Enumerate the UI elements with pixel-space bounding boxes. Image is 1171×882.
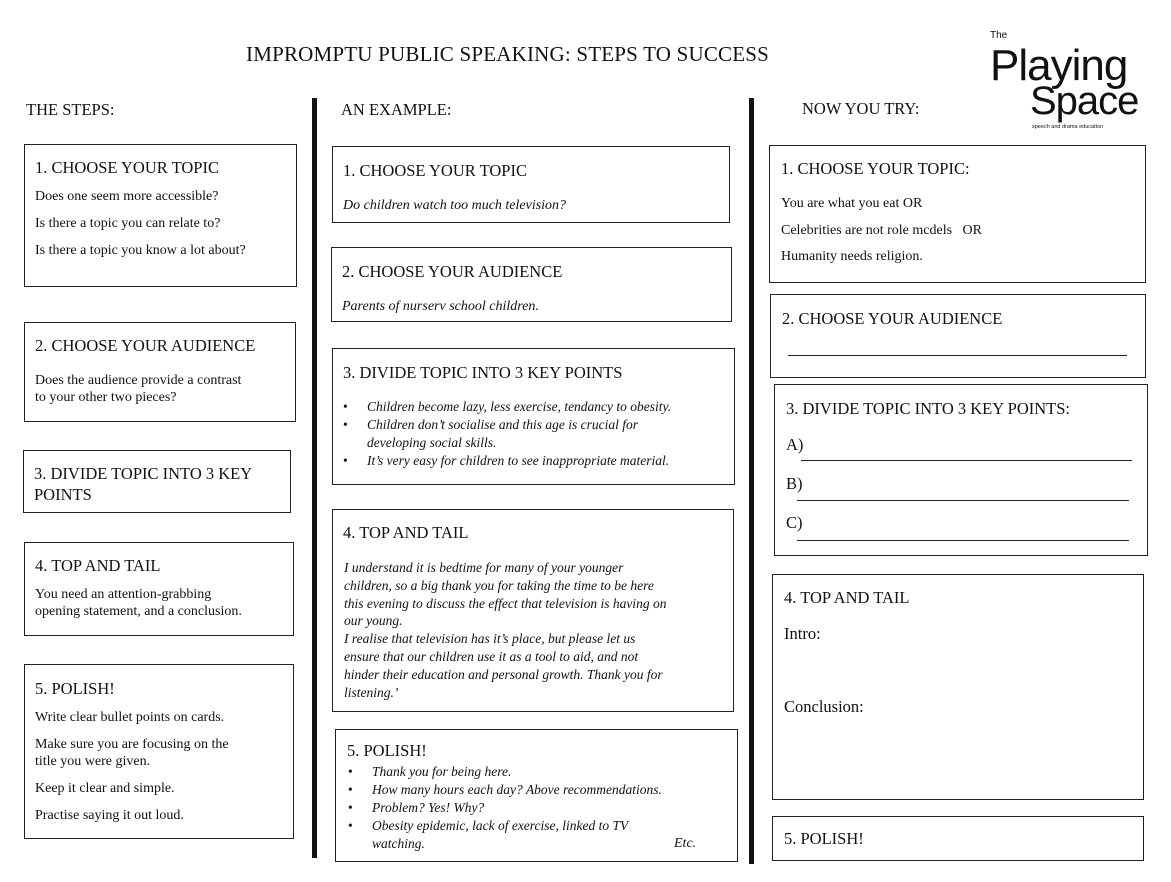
steps-polish-heading: 5. POLISH! (35, 679, 115, 698)
column-header-steps: THE STEPS: (26, 100, 115, 119)
example-toptail-speech (344, 559, 666, 701)
steps-box-topic (24, 144, 297, 287)
steps-box-audience (24, 322, 296, 422)
list-item: • It’s very easy for children to see inappropriate material. (343, 453, 670, 468)
logo-the: The (990, 30, 1008, 41)
try-box-topic (769, 145, 1146, 283)
audience-answer-line[interactable] (788, 355, 1127, 356)
try-topic-option: Celebrities are not role mcdels OR (781, 223, 982, 238)
try-box-divide (774, 384, 1148, 556)
try-point-b-label: B) (786, 474, 803, 493)
steps-box-toptail (24, 542, 294, 636)
point-c-answer-line[interactable] (797, 540, 1129, 541)
speech-line: I realise that television has it’s place, but please let us (344, 631, 636, 647)
logo-line2: Space (1030, 79, 1139, 123)
steps-toptail-heading: 4. TOP AND TAIL (35, 556, 161, 575)
steps-audience-line: Does the audience provide a contrast (35, 373, 242, 388)
steps-polish-line: title you were given. (35, 754, 151, 769)
speech-line: our young. (344, 613, 403, 629)
example-topic-heading: 1. CHOOSE YOUR TOPIC (343, 161, 527, 180)
try-point-a-label: A) (786, 435, 804, 454)
try-box-polish (772, 816, 1144, 861)
steps-topic-line: Does one seem more accessible? (35, 189, 219, 204)
list-item: • Obesity epidemic, lack of exercise, linked to TV watching. (348, 818, 629, 851)
try-conclusion-label: Conclusion: (784, 697, 864, 716)
try-divide-heading: 3. DIVIDE TOPIC INTO 3 KEY POINTS: (786, 399, 1071, 418)
speech-line: I understand it is bedtime for many of your younger (344, 560, 624, 575)
try-toptail-heading: 4. TOP AND TAIL (784, 588, 910, 607)
logo-tagline: speech and drama education (1032, 124, 1103, 130)
try-polish-heading: 5. POLISH! (784, 829, 864, 848)
speech-line: hinder their education and personal growth. Thank you for (344, 666, 663, 682)
steps-toptail-line: opening statement, and a conclusion. (35, 604, 242, 619)
try-topic-option: Humanity needs religion. (781, 249, 923, 264)
list-item: • How many hours each day? Above recommendations. (348, 782, 662, 797)
example-audience-text: Parents of nurserv school children. (342, 299, 539, 314)
try-box-toptail (772, 574, 1144, 800)
steps-box-divide (23, 450, 291, 513)
logo-graphic (988, 28, 1148, 132)
example-polish-heading: 5. POLISH! (347, 741, 427, 760)
steps-divide-heading-l1: 3. DIVIDE TOPIC INTO 3 KEY (34, 464, 253, 483)
example-toptail-heading: 4. TOP AND TAIL (343, 523, 469, 542)
column-divider-right (749, 98, 754, 864)
example-polish-bullets (344, 763, 729, 853)
try-intro-label: Intro: (784, 624, 821, 643)
list-item: • Children don’t socialise and this age is crucial for developing social skills. (343, 417, 638, 450)
steps-box-polish (24, 664, 294, 839)
try-topic-heading: 1. CHOOSE YOUR TOPIC: (781, 159, 970, 178)
speech-line: children, so a big thank you for taking the time to be here (344, 577, 654, 593)
example-box-topic (332, 146, 730, 223)
example-audience-heading: 2. CHOOSE YOUR AUDIENCE (342, 262, 563, 281)
steps-toptail-line: You need an attention-grabbing (35, 587, 212, 602)
steps-topic-heading: 1. CHOOSE YOUR TOPIC (35, 158, 219, 177)
steps-polish-line: Make sure you are focusing on the (35, 737, 229, 752)
speech-line: listening.’ (344, 684, 399, 700)
logo-line1: Playing (990, 41, 1128, 90)
example-divide-bullets (339, 398, 729, 470)
example-box-divide (332, 348, 735, 485)
try-topic-option: You are what you eat OR (781, 196, 923, 211)
example-box-toptail (332, 509, 734, 712)
steps-audience-line: to your other two pieces? (35, 390, 177, 405)
point-a-answer-line[interactable] (801, 460, 1132, 461)
try-audience-heading: 2. CHOOSE YOUR AUDIENCE (782, 309, 1003, 328)
speech-line: this evening to discuss the effect that television is having on (344, 595, 667, 611)
steps-polish-line: Write clear bullet points on cards. (35, 710, 225, 725)
playing-space-logo (988, 28, 1148, 132)
steps-polish-line: Keep it clear and simple. (35, 781, 175, 796)
steps-audience-heading: 2. CHOOSE YOUR AUDIENCE (35, 336, 256, 355)
steps-polish-line: Practise saying it out loud. (35, 808, 184, 823)
speech-line: ensure that our children use it as a tool to aid, and not (344, 648, 639, 664)
example-box-polish (335, 729, 738, 862)
example-topic-text: Do children watch too much television? (343, 198, 567, 213)
column-divider-left (312, 98, 317, 858)
list-item: • Problem? Yes! Why? (348, 800, 485, 815)
page-title: IMPROMPTU PUBLIC SPEAKING: STEPS TO SUCCESS (246, 42, 770, 66)
steps-divide-heading-l2: POINTS (34, 485, 92, 504)
steps-topic-line: Is there a topic you know a lot about? (35, 243, 246, 258)
steps-topic-line: Is there a topic you can relate to? (35, 216, 221, 231)
try-point-c-label: C) (786, 513, 803, 532)
list-item: • Children become lazy, less exercise, tendancy to obesity. (343, 399, 672, 414)
column-header-try: NOW YOU TRY: (802, 99, 920, 118)
try-box-audience (770, 294, 1146, 378)
example-divide-heading: 3. DIVIDE TOPIC INTO 3 KEY POINTS (343, 363, 623, 382)
column-header-example: AN EXAMPLE: (341, 100, 452, 119)
example-polish-etc: Etc. (674, 836, 697, 851)
list-item: • Thank you for being here. (348, 764, 512, 779)
point-b-answer-line[interactable] (797, 500, 1129, 501)
example-box-audience (331, 247, 732, 322)
